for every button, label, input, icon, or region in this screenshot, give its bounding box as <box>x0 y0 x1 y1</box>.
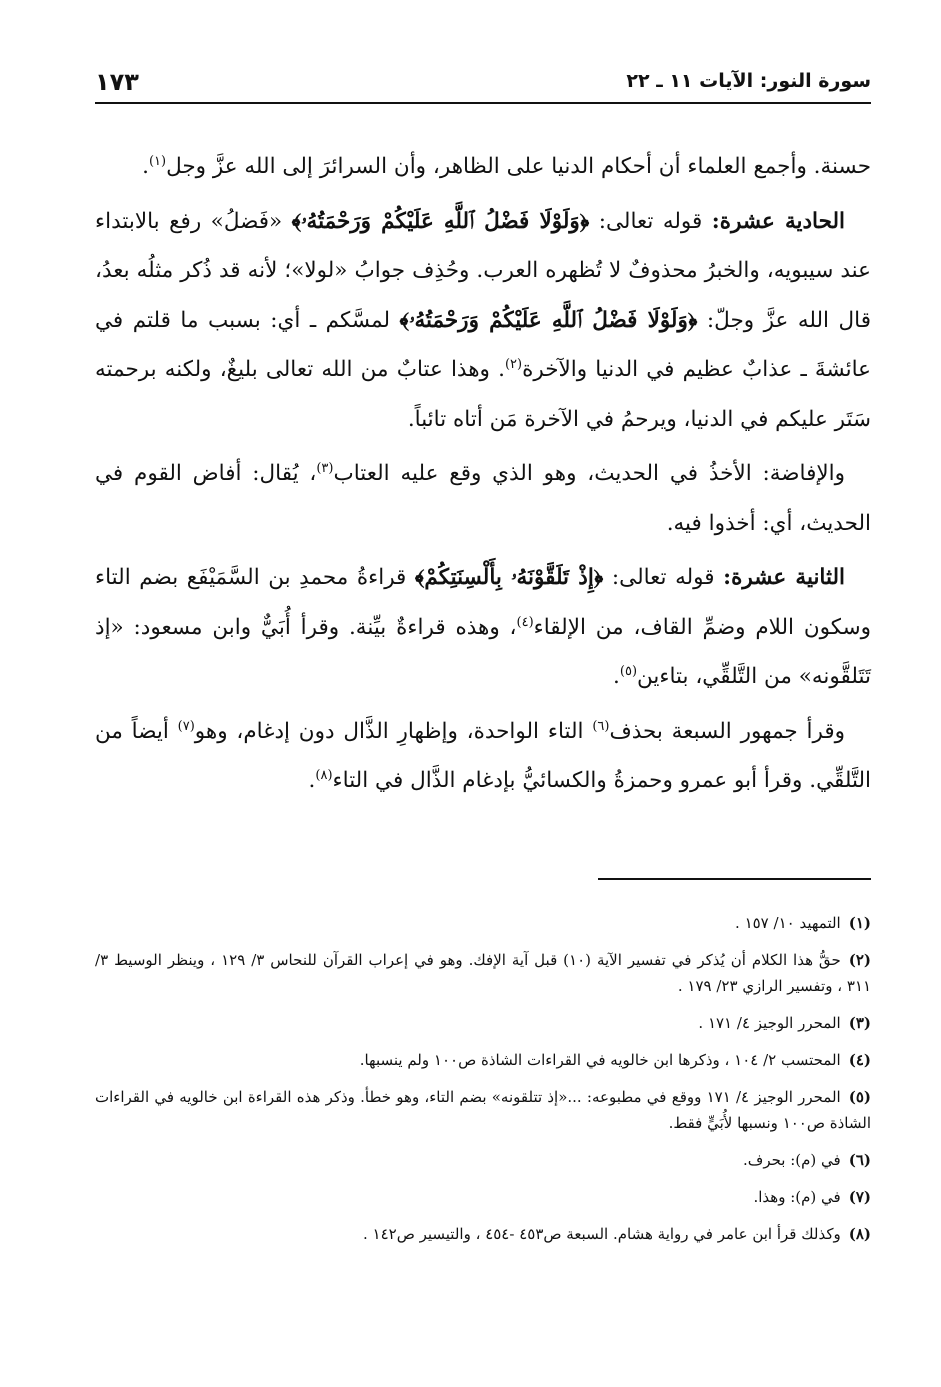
footnote-text: المحرر الوجيز ٤/ ١٧١ . <box>698 1014 841 1032</box>
paragraph-text: ، يُقال: أفاض القوم في الحديث، أي: أخذوا فيه. <box>95 461 871 536</box>
paragraph-4 <box>95 553 871 702</box>
main-text <box>95 142 871 811</box>
footnote-text: في (م): بحرف. <box>743 1151 841 1169</box>
paragraph-text: التاء الواحدة، وإظهارِ الذَّال دون إدغام، وهو <box>194 718 593 744</box>
footnote-text: في (م): وهذا. <box>753 1188 841 1206</box>
footnote-ref: (٤) <box>516 614 534 630</box>
paragraph-text: حسنة. وأجمع العلماء أن أحكام الدنيا على الظاهر، وأن السرائرَ إلى الله عزَّ وجل <box>166 154 871 179</box>
footnote-number: (٥) <box>848 1088 871 1106</box>
footnote-number: (٦) <box>848 1151 871 1169</box>
paragraph-text: . وهذا عتابٌ من الله تعالى بليغٌ، ولكنه برحمته سَتَر عليكم في الدنيا، ويرحمُ في الآخرة مَن أتاه تائباً. <box>95 357 871 432</box>
running-title: سورة النور: الآيات ١١ ـ ٢٢ <box>626 70 871 92</box>
footnote-4 <box>95 1047 871 1073</box>
footnote-1 <box>95 910 871 936</box>
quran-verse: ﴿إِذْ تَلَقَّوْنَهُۥ بِأَلْسِنَتِكُمْ﴾ <box>414 565 604 590</box>
footnote-ref: (٨) <box>315 767 333 783</box>
paragraph-text: «فَضلُ» رفع بالابتداء عند سيبويه، والخبرُ محذوفٌ لا تُظهره العرب. وحُذِف جوابُ «لولا»؛ لأنه قد ذُكر مثلُه بعدُ، قال الله عزَّ وجلّ: <box>95 208 871 333</box>
paragraph-text: قراءةُ محمدِ بن السَّمَيْفَع بضم التاء وسكون اللام وضمِّ القاف، من الإلقاء <box>95 565 871 640</box>
footnote-ref: (١) <box>148 153 167 169</box>
footnote-text: المحرر الوجيز ٤/ ١٧١ ووقع في مطبوعه: ...«إذ تتلقونه» بضم التاء، وهو خطأ. وذكر هذه القراءة ابن خالويه في القراءات الشاذة ص١٠٠ ونسبها لأُبَيٍّ فقط. <box>95 1088 871 1132</box>
footnote-text: وكذلك قرأ ابن عامر في رواية هشام. السبعة ص٤٥٣ -٤٥٤ ، والتيسير ص١٤٢ . <box>362 1225 841 1243</box>
footnote-text: المحتسب ٢/ ١٠٤ ، وذكرها ابن خالويه في القراءات الشاذة ص١٠٠ ولم ينسبها. <box>359 1051 841 1069</box>
paragraph-text: قوله تعالى: <box>603 565 724 590</box>
footnote-number: (٢) <box>848 951 871 969</box>
paragraph-text: وقرأ جمهور السبعة بحذف <box>609 718 845 744</box>
quran-verse: ﴿وَلَوْلَا فَضْلُ ٱللَّهِ عَلَيْكُمْ وَرَحْمَتُهُۥ﴾ <box>291 208 590 234</box>
section-heading: الحادية عشرة: <box>711 208 845 234</box>
section-heading: الثانية عشرة: <box>723 565 845 590</box>
footnote-separator <box>598 878 871 880</box>
paragraph-5 <box>95 707 871 806</box>
footnote-number: (٤) <box>848 1051 871 1069</box>
paragraph-text: أيضاً من التَّلقِّي. وقرأ أبو عمرو وحمزةُ والكسائيُّ بإدغام الذَّال في التاء <box>95 718 871 793</box>
footnote-number: (٨) <box>848 1225 871 1243</box>
footnote-ref: (٢) <box>504 356 523 372</box>
footnote-ref: (٧) <box>177 718 195 734</box>
footnote-text: حقُّ هذا الكلام أن يُذكر في تفسير الآية (١٠) قبل آية الإفك. وهو في إعراب القرآن للنحاس ٣/ ١٢٩ ، وينظر الوسيط ٣/ ٣١١ ، وتفسير الرازي ٢٣/ ١٧٩ . <box>95 951 871 995</box>
footnote-7 <box>95 1184 871 1210</box>
footnote-ref: (٦) <box>592 718 610 734</box>
footnote-number: (٧) <box>848 1188 871 1206</box>
paragraph-text: . <box>613 664 620 689</box>
paragraph-3 <box>95 449 871 548</box>
page-header <box>95 68 871 104</box>
paragraph-text: . <box>142 154 149 179</box>
footnote-number: (٣) <box>848 1014 871 1032</box>
paragraph-text: لمسَّكم ـ أي: بسبب ما قلتم في عائشةَ ـ عذابٌ عظيم في الدنيا والآخرة <box>95 307 872 382</box>
quran-verse: ﴿وَلَوْلَا فَضْلُ ٱللَّهِ عَلَيْكُمْ وَرَحْمَتُهُۥ﴾ <box>399 307 698 333</box>
footnote-2 <box>95 947 871 999</box>
footnote-5 <box>95 1084 871 1136</box>
paragraph-2 <box>95 197 871 445</box>
footnote-3 <box>95 1010 871 1036</box>
paragraph-1 <box>95 142 871 192</box>
footnotes <box>95 910 871 1258</box>
paragraph-text: ، وهذه قراءةٌ بيِّنة. وقرأ أُبَيٌّ وابن مسعود: «إذ تَتَلقَّونه» من التَّلقِّي، بتاءين <box>95 614 871 689</box>
page-number: ١٧٣ <box>95 68 139 96</box>
footnote-number: (١) <box>848 914 871 932</box>
paragraph-text: والإفاضة: الأخذُ في الحديث، وهو الذي وقع عليه العتاب <box>333 461 845 486</box>
footnote-8 <box>95 1221 871 1247</box>
footnote-ref: (٣) <box>316 460 334 476</box>
paragraph-text: قوله تعالى: <box>589 208 712 234</box>
footnote-text: التمهيد ١٠/ ١٥٧ . <box>735 914 841 932</box>
paragraph-text: . <box>308 768 316 793</box>
footnote-ref: (٥) <box>619 663 638 679</box>
footnote-6 <box>95 1147 871 1173</box>
